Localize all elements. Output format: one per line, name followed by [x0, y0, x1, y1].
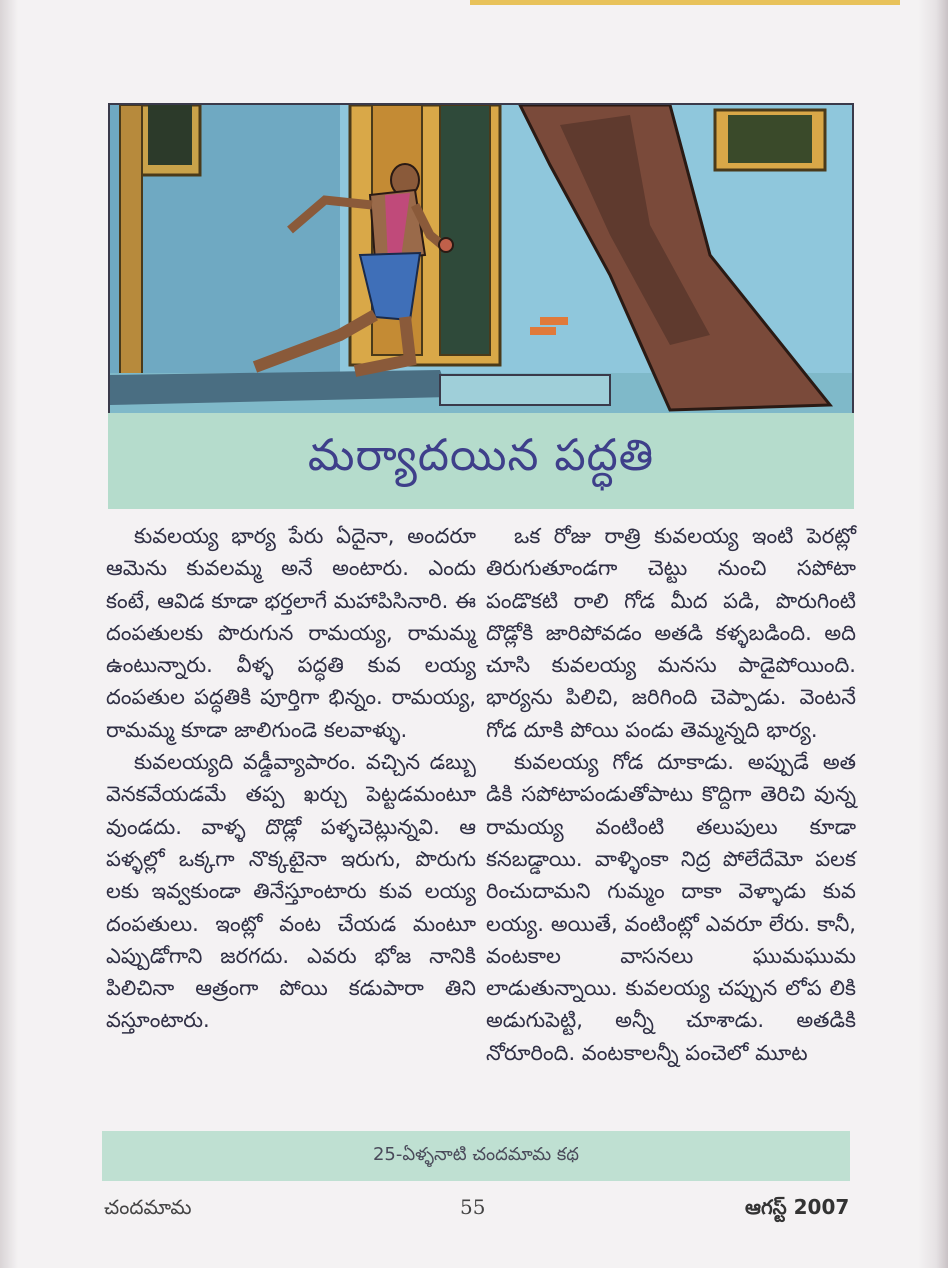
magazine-name: చందమామ	[104, 1195, 192, 1219]
left-column	[106, 520, 476, 1037]
page-edge-right	[918, 0, 948, 1268]
top-color-strip	[470, 0, 900, 5]
title-band	[108, 413, 854, 509]
paragraph: ఒక రోజు రాత్రి కువలయ్య ఇంటి పెరట్లో తిరుగుతూండగా చెట్టు నుంచి సపోటా పండొకటి రాలి గోడ మీద పడి, పొరుగింటి దొడ్లోకి జారిపోవడం అతడి కళ్ళబడింది. అది చూసి కువలయ్య మనసు పాడైపోయింది. భార్యను పిలిచి, జరిగింది చెప్పాడు. వెంటనే గోడ దూకి పోయి పండు తెమ్మన్నది భార్య.	[486, 524, 856, 742]
story-title: మర్యాదయిన పద్ధతి	[307, 430, 655, 481]
paragraph: కువలయ్య భార్య పేరు ఏదైనా, అందరూ ఆమెను కువలమ్మ అనే అంటారు. ఎందు కంటే, ఆవిడ కూడా భర్తలాగే మహాపిసినారి. ఈ దంపతులకు పొరుగున రామయ్య, రామమ్మ ఉంటున్నారు. వీళ్ళ పద్ధతి కువ లయ్య దంపతుల పద్ధతికి పూర్తిగా భిన్నం. రామయ్య, రామమ్మ కూడా జాలిగుండె కలవాళ్ళు.	[106, 524, 476, 742]
series-banner-text: 25-ఏళ్ళనాటి చందమామ కథ	[372, 1143, 580, 1165]
right-column	[486, 520, 856, 1069]
story-illustration	[108, 103, 854, 415]
page-edge-left	[0, 0, 18, 1268]
page-number: 55	[460, 1195, 486, 1219]
series-banner	[102, 1131, 850, 1181]
issue-date: ఆగస్ట్ 2007	[745, 1195, 850, 1219]
illustration-svg	[110, 105, 852, 413]
paragraph: కువలయ్యది వడ్డీవ్యాపారం. వచ్చిన డబ్బు వెనకవేయడమే తప్ప ఖర్చు పెట్టడమంటూ వుండదు. వాళ్ళ దొడ్లో పళ్ళచెట్లున్నవి. ఆ పళ్ళల్లో ఒక్కగా నొక్కటైనా ఇరుగు, పొరుగు లకు ఇవ్వకుండా తినేస్తూంటారు కువ లయ్య దంపతులు. ఇంట్లో వంట చేయడ మంటూ ఎప్పుడోగాని జరగదు. ఎవరు భోజ నానికి పిలిచినా ఆత్రంగా పోయి కడుపారా తిని వస్తూంటారు.	[106, 750, 476, 1033]
paragraph: కువలయ్య గోడ దూకాడు. అప్పుడే అత డికి సపోటాపండుతోపాటు కొద్దిగా తెరిచి వున్న రామయ్య వంటింటి తలుపులు కూడా కనబడ్డాయి. వాళ్ళింకా నిద్ర పోలేదేమో పలక రించుదామని గుమ్మం దాకా వెళ్ళాడు కువ లయ్య. అయితే, వంటింట్లో ఎవరూ లేరు. కానీ, వంటకాల వాసనలు ఘుమఘుమ లాడుతున్నాయి. కువలయ్య చప్పున లోప లికి అడుగుపెట్టి, అన్నీ చూశాడు. అతడికి నోరూరింది. వంటకాలన్నీ పంచెలో మూట	[486, 750, 856, 1065]
